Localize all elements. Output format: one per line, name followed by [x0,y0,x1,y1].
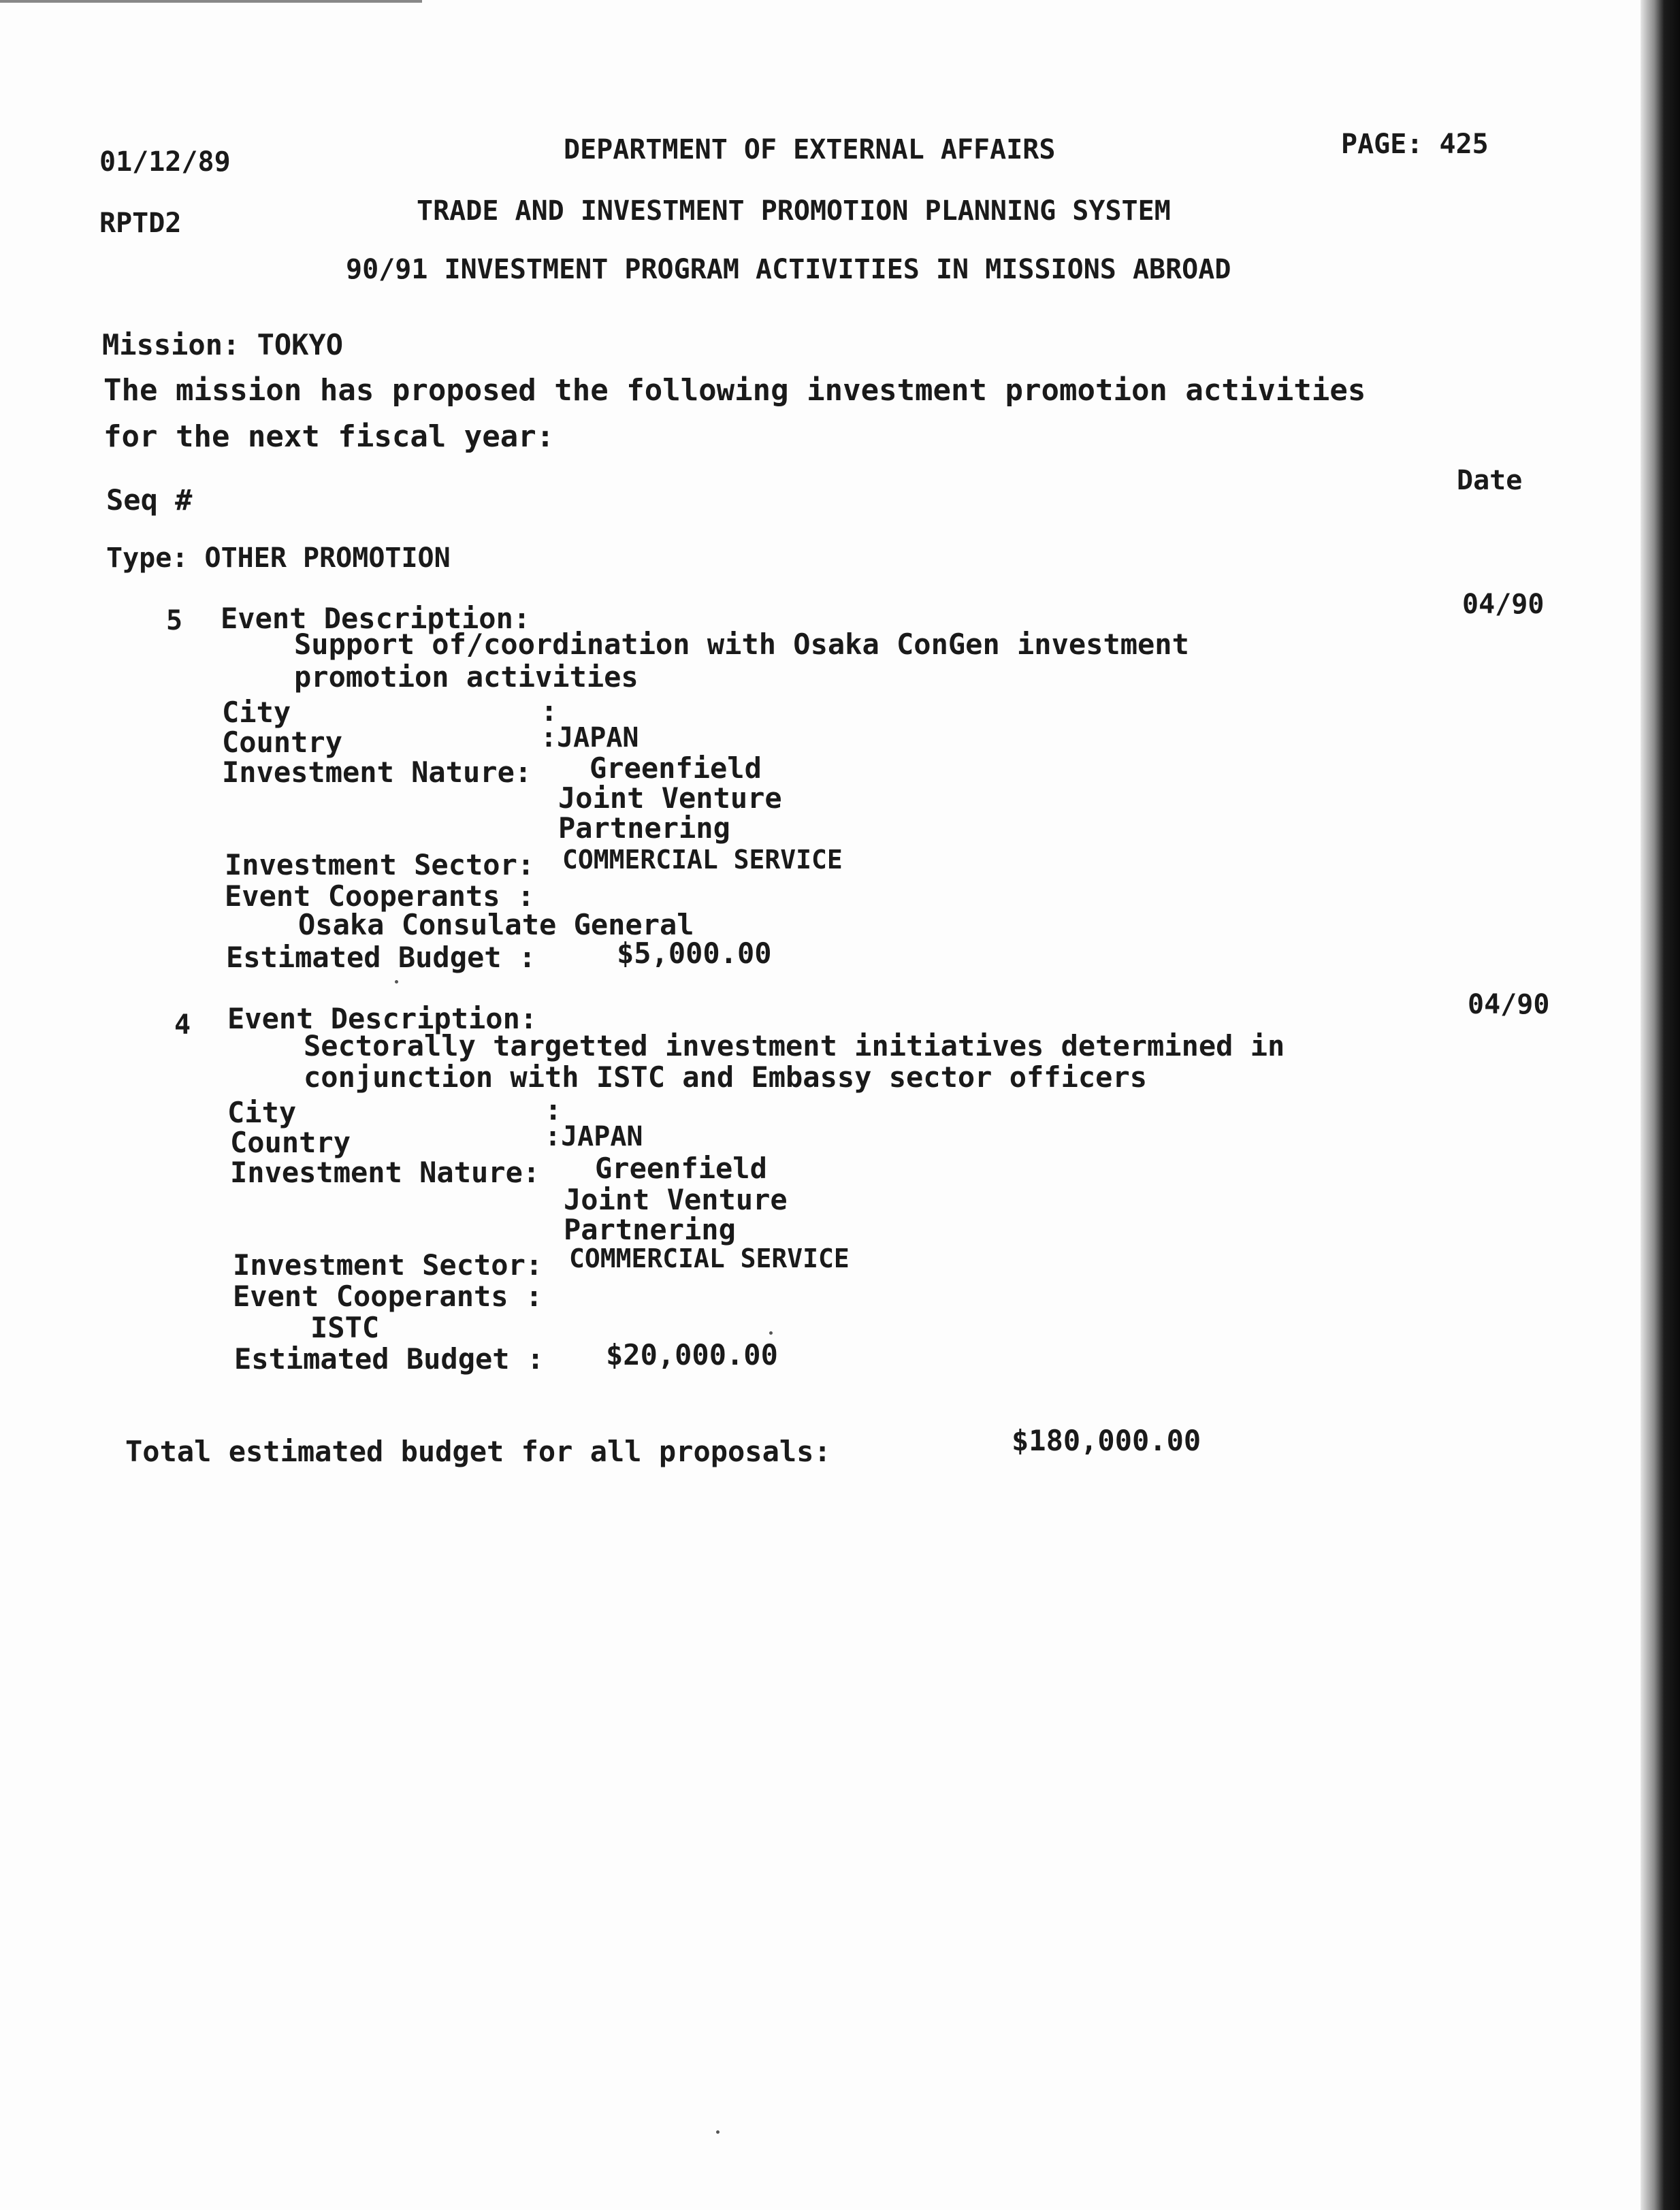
investment-sector-value: COMMERCIAL SERVICE [569,1244,850,1273]
scan-speck [716,2130,720,2134]
country-label: Country [222,726,343,759]
country-value: :JAPAN [540,722,639,753]
investment-nature-value-2: Joint Venture [558,781,782,815]
total-budget-value: $180,000.00 [1012,1424,1201,1457]
program-title: 90/91 INVESTMENT PROGRAM ACTIVITIES IN MISSIONS ABROAD [346,254,1231,285]
mission-line: Mission: TOKYO [102,328,344,361]
report-code: RPTD2 [99,208,182,239]
event-cooperants-value: Osaka Consulate General [298,908,694,941]
investment-sector-label: Investment Sector: [233,1248,543,1282]
event-description-line-1: Support of/coordination with Osaka ConGen investment [294,628,1189,661]
event-cooperants-label: Event Cooperants : [233,1280,543,1313]
total-budget-label: Total estimated budget for all proposals: [125,1435,831,1468]
investment-sector-label: Investment Sector: [225,848,535,881]
event-description-line-1: Sectorally targetted investment initiatives determined in [304,1029,1285,1062]
event-description-label: Event Description: [227,1002,538,1035]
country-label: Country [230,1126,351,1159]
intro-line-1: The mission has proposed the following investment promotion activities [103,373,1366,408]
country-value: :JAPAN [545,1121,643,1152]
event-cooperants-value: ISTC [310,1311,380,1344]
event-date: 04/90 [1462,589,1545,620]
investment-nature-value-1: Greenfield [589,751,762,785]
city-label: City [227,1096,297,1129]
estimated-budget-label: Estimated Budget : [226,941,536,974]
investment-nature-value-3: Partnering [564,1213,736,1246]
event-description-label: Event Description: [221,602,531,635]
estimated-budget-label: Estimated Budget : [234,1342,545,1376]
seq-column-header: Seq # [106,483,193,517]
system-title: TRADE AND INVESTMENT PROMOTION PLANNING SYSTEM [417,195,1171,227]
scan-speck [395,980,398,984]
report-date: 01/12/89 [99,146,231,178]
date-column-header: Date [1457,465,1523,496]
estimated-budget-value: $20,000.00 [606,1338,778,1371]
event-description-line-2: promotion activities [294,660,639,694]
investment-nature-value-1: Greenfield [595,1152,767,1185]
investment-nature-label: Investment Nature: [222,755,532,789]
scan-speck [769,1331,773,1335]
investment-sector-value: COMMERCIAL SERVICE [562,845,843,875]
investment-nature-value-3: Partnering [558,811,730,845]
estimated-budget-value: $5,000.00 [617,937,772,970]
event-cooperants-label: Event Cooperants : [225,879,535,913]
intro-line-2: for the next fiscal year: [103,419,555,454]
event-seq: 5 [166,605,183,636]
department-title: DEPARTMENT OF EXTERNAL AFFAIRS [564,134,1056,165]
event-description-line-2: conjunction with ISTC and Embassy sector officers [304,1060,1148,1094]
city-value: : [545,1093,562,1126]
page-number: PAGE: 425 [1341,129,1489,160]
scan-edge-right [1641,0,1680,2210]
event-seq: 4 [174,1009,191,1041]
city-label: City [222,696,291,729]
type-line: Type: OTHER PROMOTION [106,542,451,574]
scan-edge-top [0,0,422,3]
event-date: 04/90 [1468,989,1550,1020]
city-value: : [540,694,558,728]
investment-nature-value-2: Joint Venture [564,1183,788,1216]
investment-nature-label: Investment Nature: [230,1156,540,1189]
